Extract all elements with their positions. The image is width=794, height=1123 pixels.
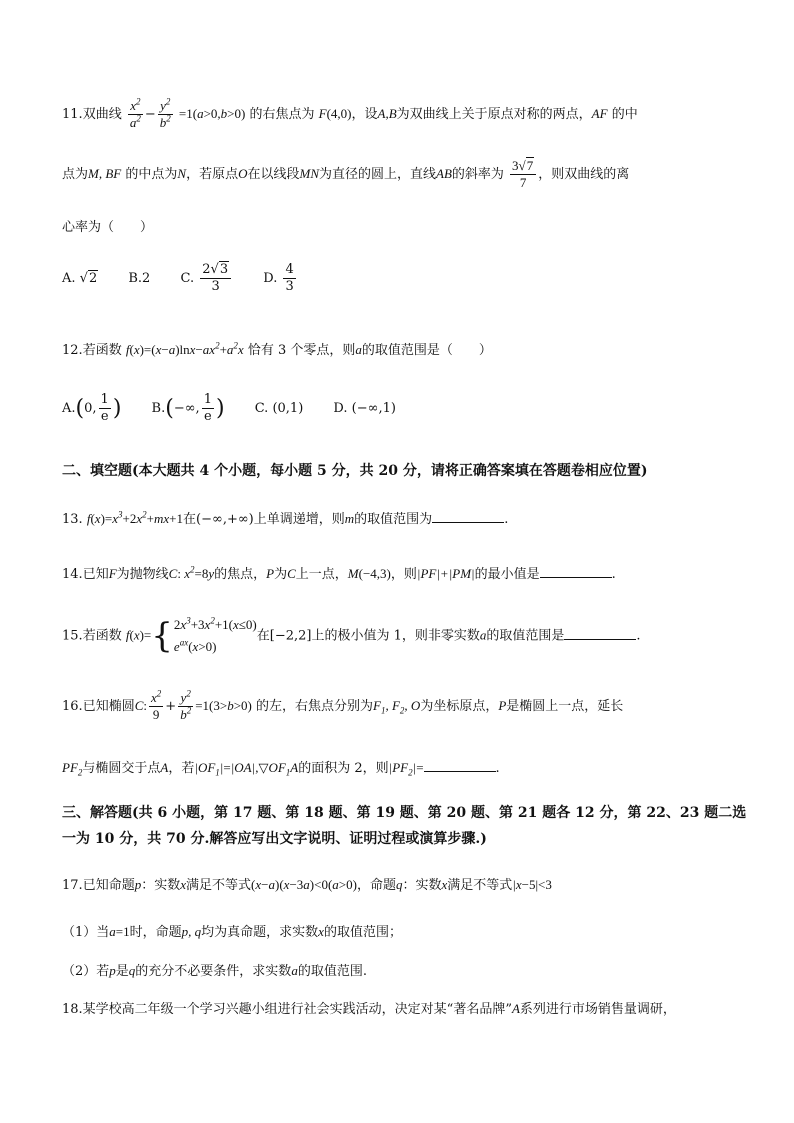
q12-line1: 12.若函数 $f(x)=(x-a)\ln x-ax^2+a^2x$ 恰有 3 个零点，则a的取值范围是（ ） (62, 340, 492, 358)
q12-option-b: B.(−∞, $\frac{1}{e}$ ) (151, 392, 225, 424)
q17-sub1: （1）当a=1时，命题p, q均为真命题，求实数x的取值范围； (62, 924, 402, 940)
section2-heading: 二、填空题(本大题共 4 个小题，每小题 5 分，共 20 分，请将正确答案填在答题卷相应位置) (62, 463, 648, 479)
q17-sub2: （2）若p是q的充分不必要条件，求实数a的取值范围. (62, 963, 367, 979)
q13-blank (432, 510, 504, 523)
q17-line1: 17.已知命题p：实数x满足不等式(x−a)(x−3a)<0(a>0)，命题q：实数x满足不等式|x−5|<3 (62, 877, 552, 893)
section3-heading-line1: 三、解答题(共 6 小题，第 17 题、第 18 题、第 19 题、第 20 题、第 21 题各 12 分，第 22、23 题二选 (62, 805, 747, 821)
q11-line2: 点为M, BF 的中点为N，若原点O在以线段MN为直径的圆上，直线AB的斜率为 $\frac{3√7}{7}$ ，则双曲线的离 (62, 158, 630, 190)
q15: 15.若函数 f(x)={ $2x^3+3x^2+1(x\le 0)$ $e^{ax}(x>0)$ 在[−2,2]上的极小值为 1，则非零实数a的取值范围是 . (62, 615, 641, 656)
q12-option-a: A.(0, $\frac{1}{e}$ ) (62, 392, 122, 424)
q11-option-d: D. $\frac{4}{3}$ (263, 262, 294, 294)
q18-line1: 18.某学校高二年级一个学习兴趣小组进行社会实践活动，决定对某“著名品牌”A系列进行市场销售量调研， (62, 1001, 676, 1017)
q11-option-c: C. $\frac{2√3}{3}$ (180, 271, 233, 286)
q11-options (62, 262, 324, 295)
q14: 14.已知F为抛物线C: $x^2=8y$的焦点，P为C上一点，M(−4,3)，则|PF|+|PM|的最小值是 . (62, 564, 616, 582)
q13: 13. $f(x)=x^3+2x^2+mx+1$在(−∞,+∞)上单调递增，则m的取值范围为 . (62, 509, 509, 527)
q12-option-d: D. (−∞,1) (333, 401, 396, 416)
q16-blank (424, 759, 496, 772)
q14-blank (540, 565, 612, 578)
q15-blank (564, 627, 636, 640)
q12-option-c: C. (0,1) (254, 401, 304, 416)
q11-option-b: B.2 (128, 271, 151, 286)
q11-line1: 11.双曲线 $\frac{x^2}{a^2}$ − $\frac{y^2}{b^2}$ =1(a>0,b>0) 的右焦点为 F(4,0)，设A,B为双曲线上关于原点对称的两点，AF 的中 (62, 96, 638, 130)
section3-heading-line2: 一为 10 分，共 70 分.解答应写出文字说明、证明过程或演算步骤.) (62, 831, 487, 847)
q11-option-a: A. √2 (62, 271, 98, 286)
q12-options (62, 392, 422, 425)
q16-line1: 16.已知椭圆C: $\frac{x^2}{9}$ + $\frac{y^2}{b^2}$ =1(3>b>0) 的左，右焦点分别为$F_1$, $F_2$, O为坐标原点，P是椭圆上一点，延长 (62, 688, 624, 722)
q11-line3: 心率为（ ） (62, 220, 154, 235)
q16-line2: $PF_2$与椭圆交于点A，若$|OF_1|=|OA|,▽OF_1A$的面积为 2，则$|PF_2|=$ . (62, 760, 500, 778)
